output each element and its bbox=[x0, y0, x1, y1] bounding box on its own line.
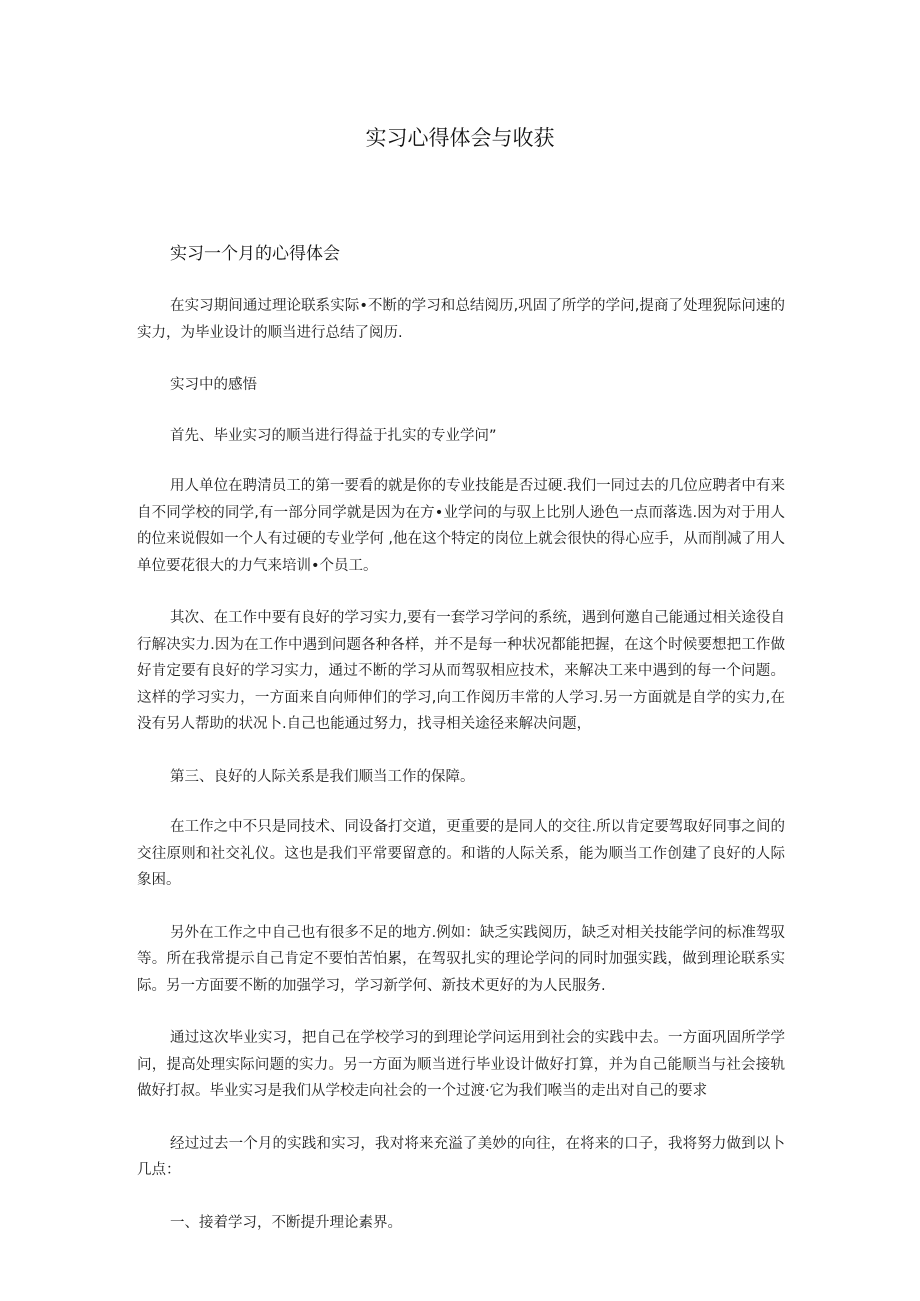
paragraph-future-goals: 经过过去一个月的实践和实习，我对将来充溢了美妙的向往，在将来的口子，我将努力做到以卜几点： bbox=[137, 1135, 785, 1178]
point-third-heading: 第三、良好的人际关系是我们顺当工作的保障。 bbox=[170, 768, 475, 785]
document-subtitle: 实习一个月的心得体会 bbox=[170, 244, 340, 264]
list-item-continue-learning: 一、接着学习，不断提升理论素界。 bbox=[170, 1214, 402, 1231]
paragraph-intro: 在实习期间通过理论联系实际•不断的学习和总结阅历,巩固了所学的学问,提商了处理猊际问速的实力，为毕业设计的顺当进行总结了阅历. bbox=[137, 298, 785, 341]
paragraph-internship-summary: 通过这次毕业实习，把自己在学校学习的到理论学问运用到社会的实践中去。一方面巩固所学学问，提高处理实际问题的实力。另一方面为顺当迸行毕业设计做好打算，并为自己能顺当与社会接轨做好打叔。毕业实习是我们从学校走向社会的一个过渡·它为我们喉当的走出对自己的要求 bbox=[137, 1030, 785, 1099]
paragraph-learning-ability: 其次、在工作中要有良好的学习实力,要有一套学习学问的系统，遇到何邀自己能通过相关途役自行解决实力.因为在工作中遇到问题各种各样，并不是每一种状况都能把握，在这个时候要想把工作做好肯定要有良好的学习实力，通过不断的学习从而驾驭相应技术，来解决工来中遇到的每一个问题。这样的学习实力，一方面来自向师伸们的学习,向工作阅历丰常的人学习.另一方面就是自学的实力,在没有另人帮助的状况卜.自己也能通过努力，找寻相关途径来解决问题， bbox=[137, 610, 785, 732]
section-heading-insights: 实习中的感悟 bbox=[170, 377, 257, 393]
paragraph-relationships: 在工作之中不只是同技术、同设备打交道，更重要的是同人的交往.所以肯定要驾取好同事之间的交往原则和社交礼仪。这也是我们平常要留意的。和谐的人际关系，能为顺当工作创建了良好的人际象困。 bbox=[137, 819, 785, 888]
document-body bbox=[137, 293, 785, 1262]
paragraph-shortcomings: 另外在工作之中自己也有很多不足的地方.例如：缺乏实践阅历，缺乏对相关技能学问的标准驾驭等。所在我常提示自己肯定不要怕苦怕累，在驾驭扎实的理论学问的同时加强实践，做到理论联系实际。另一方面要不断的加强学习，学习新学何、新技术更好的为人民服务. bbox=[137, 924, 785, 994]
point-first-heading: 首先、毕业实习的顺当进行得益于扎实的专业学问” bbox=[170, 427, 497, 444]
paragraph-professional-skills: 用人单位在聘清员工的第一要看的就是你的专业技能是否过硬.我们一同过去的几位应聘者中有来自不同学校的同学,有一部分同学就是因为在方•业学问的与驭上比别人逊色一点而落选.因为对于用人的位来说假如一个人有过硬的专业学何 ,他在这个特定的岗位上就会很快的得心应手，从而削减了用人单位要花很大的力气来培训•个员工。 bbox=[137, 478, 785, 574]
document-title: 实习心得体会与收获 bbox=[365, 126, 555, 150]
